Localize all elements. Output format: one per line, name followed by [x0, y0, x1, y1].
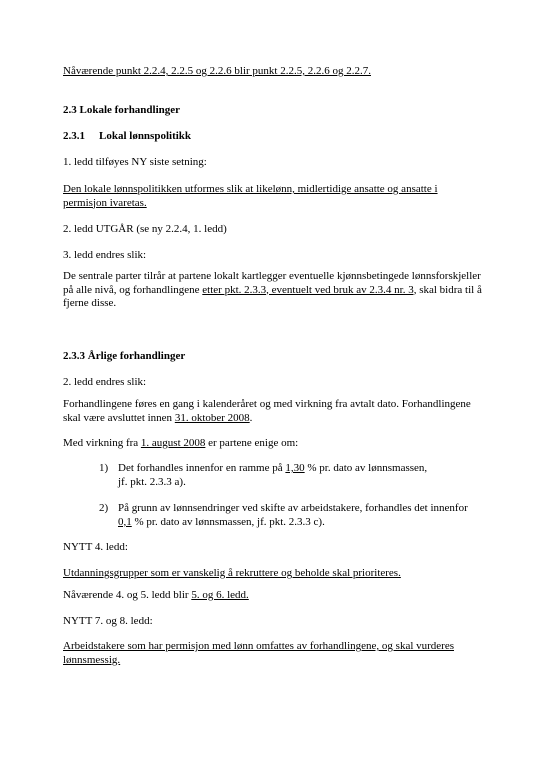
list-item-text: På grunn av lønnsendringer ved skifte av arbeidstakere, forhandles det innenfor 0,1 % pr. dato av lønnsmassen, jf. pkt. 2.3.3 c).: [118, 502, 468, 528]
list-number: 1): [99, 462, 109, 474]
paragraph-permisjon: Arbeidstakere som har permisjon med lønn omfattes av forhandlingene, og skal vurderes lønnsmessig.: [63, 640, 454, 666]
underlined-run: 1. august 2008: [140, 437, 206, 449]
heading-title: Lokal lønnspolitikk: [99, 130, 192, 142]
paragraph-3-ledd: 3. ledd endres slik:: [63, 249, 147, 261]
paragraph-2-ledd-endres: 2. ledd endres slik:: [63, 376, 147, 388]
paragraph-utdanningsgrupper: Utdanningsgrupper som er vanskelig å rekruttere og beholde skal prioriteres.: [63, 567, 401, 579]
list-item-1: [99, 462, 429, 489]
list-item-2: [99, 502, 474, 529]
paragraph-navaerende-4-5: [63, 589, 483, 603]
heading-2-3: 2.3 Lokale forhandlinger: [63, 104, 181, 116]
text-run: skal bidra til å fjerne disse.: [63, 283, 482, 309]
list-number: 2): [99, 502, 109, 514]
heading-2-3-1: [63, 130, 483, 144]
text-run: Med virkning fra: [63, 437, 141, 449]
text-run: er partene enige om:: [205, 437, 299, 449]
paragraph-lonnspolitikk: Den lokale lønnspolitikken utformes slik at likelønn, midlertidige ansatte og ansatte i permisjon ivaretas.: [63, 183, 438, 209]
paragraph-2-ledd: 2. ledd UTGÅR (se ny 2.2.4, 1. ledd): [63, 223, 227, 235]
paragraph-med-virkning: [63, 437, 483, 451]
heading-number: 2.3.1: [63, 130, 85, 142]
paragraph-renumbering: Nåværende punkt 2.2.4, 2.2.5 og 2.2.6 blir punkt 2.2.5, 2.2.6 og 2.2.7.: [63, 65, 371, 77]
list-item-text: Det forhandles innenfor en ramme på 1,30 % pr. dato av lønnsmassen, jf. pkt. 2.3.3 a).: [118, 462, 428, 488]
underlined-run: 5. og 6. ledd.: [191, 589, 249, 601]
text-run: Nåværende 4. og 5. ledd blir: [63, 589, 192, 601]
underlined-run: 31. oktober 2008: [174, 411, 250, 424]
paragraph-nytt-7-8-ledd: NYTT 7. og 8. ledd:: [63, 615, 153, 627]
underlined-run: etter pkt. 2.3.3, eventuelt ved bruk av 2.3.4 nr. 3,: [202, 283, 417, 296]
heading-2-3-3: 2.3.3 Årlige forhandlinger: [63, 350, 186, 362]
paragraph-kjonnsbetingede: [63, 270, 488, 311]
paragraph-1-ledd: 1. ledd tilføyes NY siste setning:: [63, 156, 207, 168]
text-run: .: [249, 411, 253, 424]
paragraph-nytt-4-ledd: NYTT 4. ledd:: [63, 541, 128, 553]
text-run: De sentrale parter tilrår at partene lokalt kartlegger eventuelle kjønnsbetingede lønnsforskjeller på alle nivå, og forhandlingene: [63, 270, 481, 296]
text-run: Forhandlingene føres en gang i kalenderåret og med virkning fra avtalt dato. Forhandlingene skal være avsluttet innen: [63, 398, 471, 424]
paragraph-forhandlingene: [63, 398, 488, 425]
